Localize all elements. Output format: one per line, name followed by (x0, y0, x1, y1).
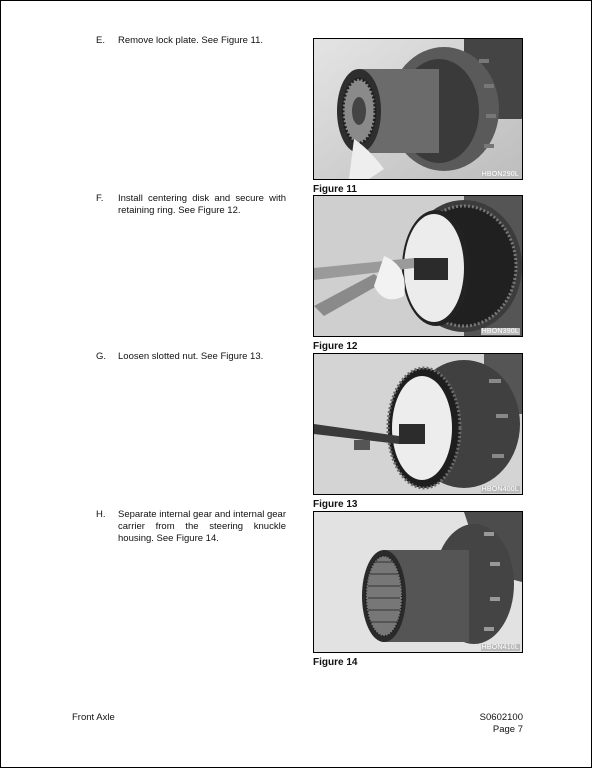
step-letter: G. (96, 351, 107, 362)
figure-11 (313, 38, 523, 195)
step-g (96, 351, 286, 363)
step-text: Install centering disk and secure with retaining ring. See Figure 12. (118, 193, 286, 216)
step-text: Remove lock plate. See Figure 11. (118, 35, 264, 46)
step-h (96, 509, 286, 545)
figure-code: HBON290L (481, 171, 519, 178)
figure-13-photo (313, 353, 523, 495)
step-text: Separate internal gear and internal gear carrier from the steering knuckle housing. See Figure 14. (118, 509, 286, 544)
figure-code: HBON390L (481, 328, 519, 335)
figure-code: HBON410L (481, 644, 519, 651)
step-e (96, 35, 286, 47)
step-text: Loosen slotted nut. See Figure 13. (118, 351, 264, 362)
footer-page-number: Page 7 (492, 724, 523, 735)
figure-caption: Figure 12 (313, 341, 358, 352)
figure-caption: Figure 13 (313, 499, 358, 510)
figure-14-photo (313, 511, 523, 653)
figure-caption: Figure 11 (313, 184, 357, 195)
step-letter: E. (96, 35, 105, 46)
figure-caption: Figure 14 (313, 657, 358, 668)
figure-11-photo (313, 38, 523, 180)
figure-12-photo (313, 195, 523, 337)
footer-page-info (480, 712, 523, 736)
figure-code: HBON400L (481, 486, 519, 493)
step-letter: H. (96, 509, 106, 520)
figure-13 (313, 353, 523, 510)
footer-section-title: Front Axle (72, 712, 115, 723)
step-letter: F. (96, 193, 104, 204)
figure-12 (313, 195, 523, 352)
step-f (96, 193, 286, 217)
figure-14 (313, 511, 523, 668)
footer-doc-number: S0602100 (479, 712, 523, 723)
